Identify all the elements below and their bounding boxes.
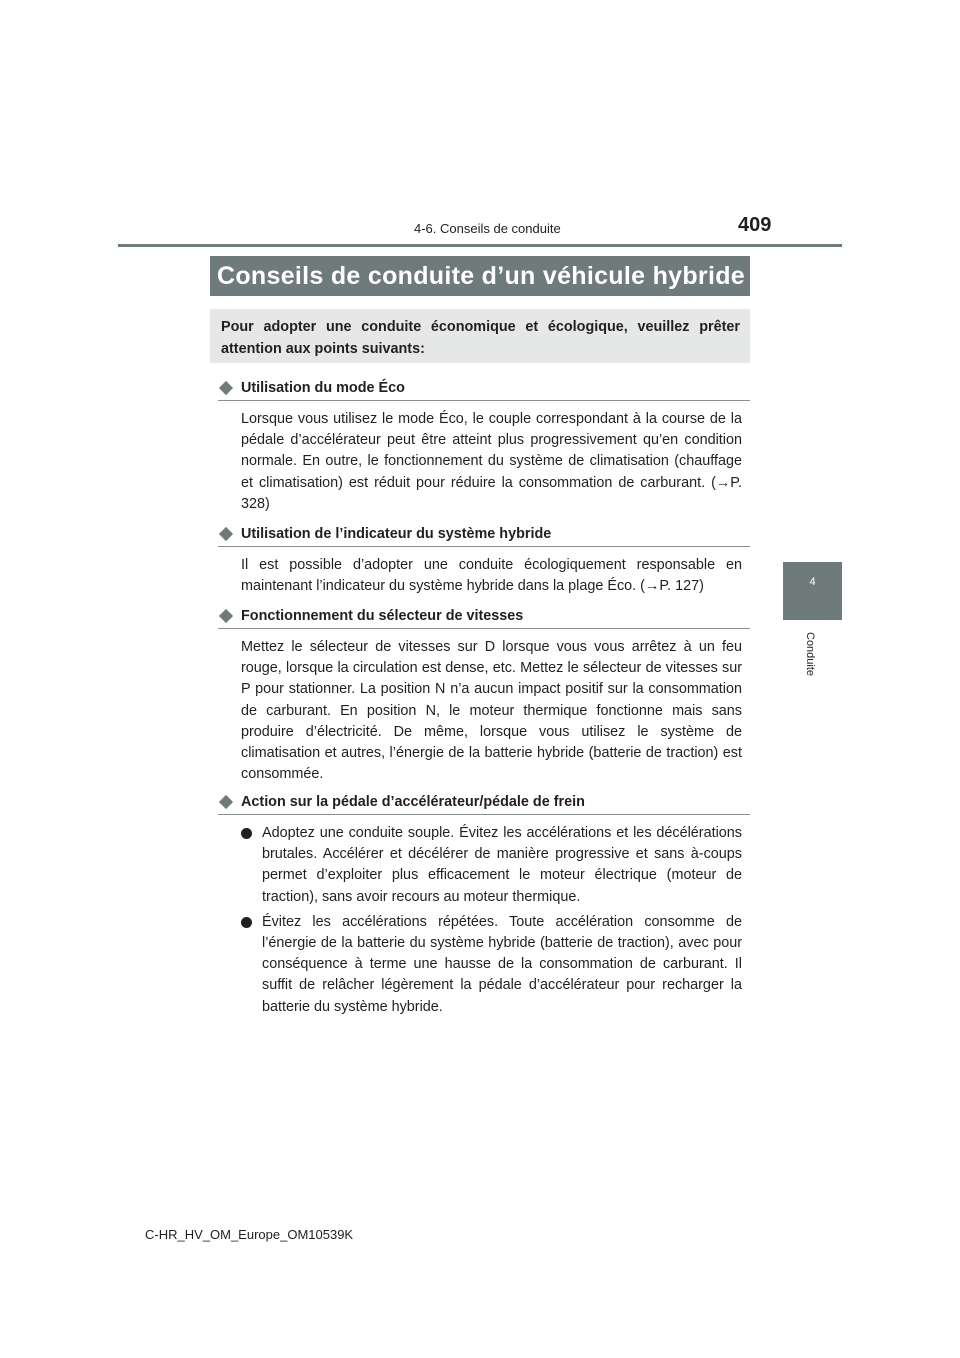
topic-heading xyxy=(218,376,750,401)
header-rule xyxy=(118,244,842,247)
chapter-number: 4 xyxy=(809,576,816,588)
topic-title: Fonctionnement du sélecteur de vitesses xyxy=(241,608,524,624)
topic-heading xyxy=(218,522,750,547)
list-item xyxy=(241,912,742,1018)
topic-title: Utilisation du mode Éco xyxy=(241,380,405,396)
section-title: Conseils de conduite d’un véhicule hybride xyxy=(217,261,745,290)
topic-body xyxy=(241,637,742,785)
diamond-bullet-icon xyxy=(219,795,233,809)
list-item-text: Adoptez une conduite souple. Évitez les accélérations et les décélérations brutales. Accélérer et décélérer de manière progressive et sans à-coups permet d’exploiter plus efficacement le moteur électrique (moteur de traction), sans avoir recours au moteur thermique. xyxy=(262,825,742,905)
diamond-bullet-icon xyxy=(219,527,233,541)
topic-eco-mode xyxy=(218,376,750,515)
topic-body xyxy=(241,823,742,1018)
intro-box xyxy=(210,309,750,363)
topic-heading xyxy=(218,790,750,815)
header-section-label: 4-6. Conseils de conduite xyxy=(414,221,561,236)
chapter-tab xyxy=(783,562,842,620)
list-item xyxy=(241,823,742,908)
topic-body xyxy=(241,409,742,515)
topic-paragraph: Mettez le sélecteur de vitesses sur D lorsque vous vous arrêtez à un feu rouge, lorsque la circulation est dense, etc. Mettez le sélecteur de vitesses sur P pour stationner. La position N n’a aucun impact positif sur la consommation de carburant. En position N, le moteur thermique fonctionne mais sans produire d’électricité. De même, lorsque vous utilisez le système de climatisation et autres, l’énergie de la batterie hybride (batterie de traction) est consommée. xyxy=(241,639,742,783)
topic-hybrid-indicator xyxy=(218,522,750,597)
topic-body xyxy=(241,555,742,597)
section-title-banner xyxy=(210,256,750,296)
list-item-text: Évitez les accélérations répétées. Toute accélération consomme de l’énergie de la batterie du système hybride (batterie de traction), avec pour conséquence à terme une hausse de la consommation de carburant. Il suffit de relâcher légèrement la pédale d’accélérateur pour recharger la batterie du système hybride. xyxy=(262,913,742,1015)
topic-heading xyxy=(218,604,750,629)
topic-paragraph: Il est possible d’adopter une conduite écologiquement responsable en maintenant l’indicateur du système hybride dans la plage Éco. (→P. 127) xyxy=(241,557,742,595)
page-number: 409 xyxy=(738,214,772,236)
topic-pedals xyxy=(218,790,750,1018)
document-code: C-HR_HV_OM_Europe_OM10539K xyxy=(145,1227,354,1242)
intro-text: Pour adopter une conduite économique et écologique, veuillez prêter attention aux points suivants: xyxy=(221,319,740,357)
topic-title: Action sur la pédale d’accélérateur/pédale de frein xyxy=(241,794,585,810)
topic-shift-lever xyxy=(218,604,750,785)
circle-bullet-icon xyxy=(241,828,252,839)
chapter-label: Conduite xyxy=(804,632,816,677)
diamond-bullet-icon xyxy=(219,381,233,395)
diamond-bullet-icon xyxy=(219,609,233,623)
circle-bullet-icon xyxy=(241,917,252,928)
topic-title: Utilisation de l’indicateur du système hybride xyxy=(241,526,552,542)
topic-paragraph: Lorsque vous utilisez le mode Éco, le couple correspondant à la course de la pédale d’accélérateur peut être atteint plus progressivement qu’en condition normale. En outre, le fonctionnement du système de climatisation (chauffage et climatisation) est réduit pour réduire la consommation de carburant. (→P. 328) xyxy=(241,411,742,512)
